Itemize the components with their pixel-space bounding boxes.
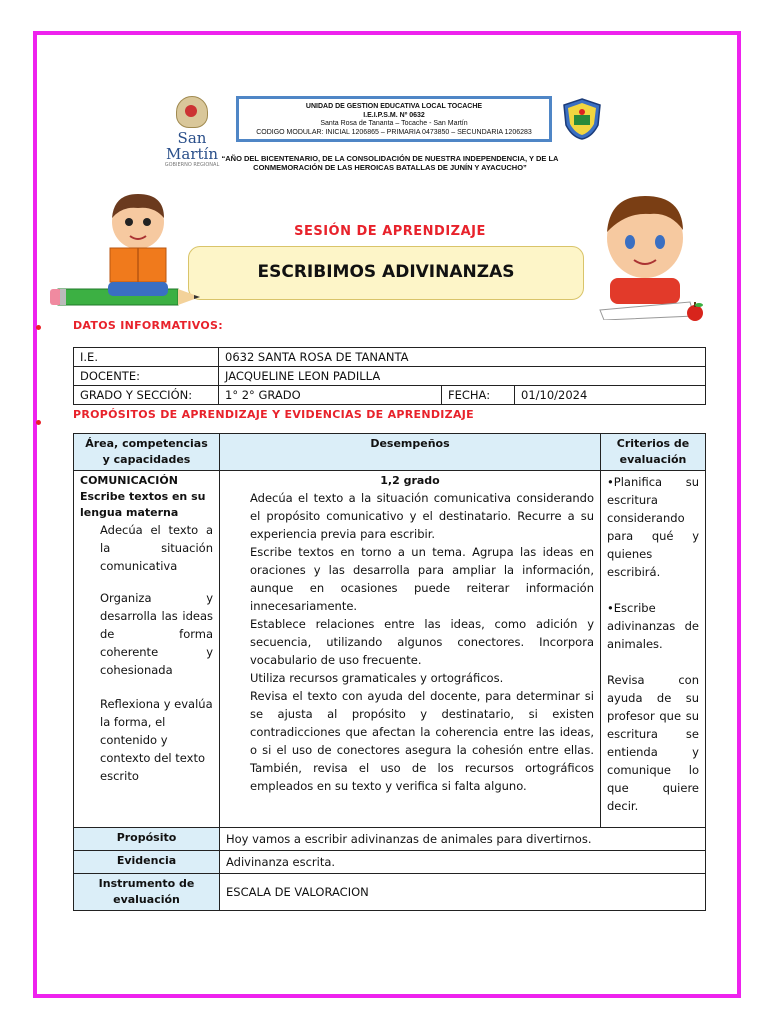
- ie-value: 0632 SANTA ROSA DE TANANTA: [219, 348, 706, 367]
- header-criterios: Criterios de evaluación: [601, 434, 706, 471]
- desempeno-1: Adecúa el texto a la situación comunicativa considerando el propósito comunicativo y el destinatario. Recurre a su experiencia previa para escribir.: [250, 491, 594, 541]
- motto-line-2: CONMEMORACIÓN DE LAS HEROICAS BATALLAS DE JUNÍN Y AYACUCHO”: [253, 163, 527, 172]
- bullet-icon: [36, 325, 41, 330]
- desempeno-2: Escribe textos en torno a un tema. Agrupa las ideas en oraciones y las desarrolla para ampliar la información, aunque en ocasiones puede reiterar información innecesariamente.: [250, 545, 594, 613]
- datos-table: [73, 347, 706, 405]
- ugel-line-4: CODIGO MODULAR: INICIAL 1206865 – PRIMARIA 0473850 – SECUNDARIA 1206283: [256, 128, 532, 136]
- desempeno-4: Utiliza recursos gramaticales y ortográficos.: [250, 671, 504, 685]
- capacidad-2: Organiza y desarrolla las ideas de forma coherente y cohesionada: [100, 591, 213, 677]
- ugel-header-box: [236, 96, 552, 142]
- bullet-icon: [36, 420, 41, 425]
- grado-label: GRADO Y SECCIÓN:: [74, 386, 219, 405]
- ugel-line-3: Santa Rosa de Tananta – Tocache - San Martín: [320, 120, 468, 127]
- grado-value: 1° 2° GRADO: [219, 386, 442, 405]
- logo-name: San Martín: [166, 129, 218, 163]
- child-reading-illustration: [88, 188, 188, 300]
- header-desempenos: Desempeños: [220, 434, 601, 471]
- table-row: [74, 874, 706, 911]
- fecha-value: 01/10/2024: [515, 386, 706, 405]
- year-motto: [180, 154, 600, 172]
- area-title: COMUNICACIÓN: [80, 474, 178, 487]
- evidencia-label: Evidencia: [74, 851, 220, 874]
- table-row: [74, 367, 706, 386]
- table-row: [74, 828, 706, 851]
- section-propositos: PROPÓSITOS DE APRENDIZAJE Y EVIDENCIAS DE APRENDIZAJE: [73, 408, 474, 421]
- instrumento-value: ESCALA DE VALORACION: [220, 874, 706, 911]
- school-shield-icon: [562, 97, 602, 141]
- header-area: Área, competencias y capacidades: [74, 434, 220, 471]
- competencia-text: Escribe textos en su lengua materna: [80, 490, 206, 519]
- page-title: ESCRIBIMOS ADIVINANZAS: [257, 262, 515, 282]
- capacidad-1: Adecúa el texto a la situación comunicativa: [100, 523, 213, 573]
- desempenos-cell: [220, 471, 601, 828]
- criterio-2: •Escribe adivinanzas de animales.: [607, 601, 699, 651]
- motto-line-1: “AÑO DEL BICENTENARIO, DE LA CONSOLIDACIÓN DE NUESTRA INDEPENDENCIA, Y DE LA: [221, 154, 559, 163]
- capacidad-3: Reflexiona y evalúa la forma, el contenido y contexto del texto escrito: [100, 697, 213, 783]
- proposito-value: Hoy vamos a escribir adivinanzas de animales para divertirnos.: [220, 828, 706, 851]
- fecha-label: FECHA:: [442, 386, 515, 405]
- regional-emblem-icon: [176, 96, 208, 128]
- table-row: [74, 851, 706, 874]
- instrumento-label: Instrumento de evaluación: [74, 874, 220, 911]
- desempeno-5: Revisa el texto con ayuda del docente, para determinar si se ajusta al propósito y destinatario, si existen contradicciones que afectan la coherencia entre las ideas, o si el uso de conectores asegura la cohesión entre ellas. También, revisa el uso de los recursos ortográficos empleados en su texto y verifica si falta alguno.: [250, 689, 594, 793]
- criterio-1: •Planifica su escritura considerando para qué y quienes escribirá.: [607, 475, 699, 579]
- ugel-line-2: I.E.I.P.S.M. Nº 0632: [363, 111, 425, 119]
- table-header-row: [74, 434, 706, 471]
- table-row: [74, 348, 706, 367]
- logo-subtitle: GOBIERNO REGIONAL: [164, 162, 220, 168]
- table-row: [74, 386, 706, 405]
- apple-icon: [684, 300, 706, 322]
- criterios-cell: [601, 471, 706, 828]
- session-label: SESIÓN DE APRENDIZAJE: [294, 224, 486, 239]
- ugel-line-1: UNIDAD DE GESTION EDUCATIVA LOCAL TOCACHE: [305, 103, 483, 110]
- ie-label: I.E.: [74, 348, 219, 367]
- proposito-label: Propósito: [74, 828, 220, 851]
- section-datos-informativos: DATOS INFORMATIVOS:: [73, 319, 223, 332]
- docente-value: JACQUELINE LEON PADILLA: [219, 367, 706, 386]
- desempeno-3: Establece relaciones entre las ideas, como adición y secuencia, utilizando algunos conectores. Incorpora vocabulario de uso frecuente.: [250, 617, 594, 667]
- criterio-3: Revisa con ayuda de su profesor que su escritura se entienda y comunique lo que quiere decir.: [607, 673, 699, 813]
- grado-text: 1,2 grado: [380, 474, 440, 487]
- evidencia-value: Adivinanza escrita.: [220, 851, 706, 874]
- area-cell: [74, 471, 220, 828]
- san-martin-logo: [150, 96, 234, 168]
- propositos-table: [73, 433, 706, 911]
- docente-label: DOCENTE:: [74, 367, 219, 386]
- table-row: [74, 471, 706, 828]
